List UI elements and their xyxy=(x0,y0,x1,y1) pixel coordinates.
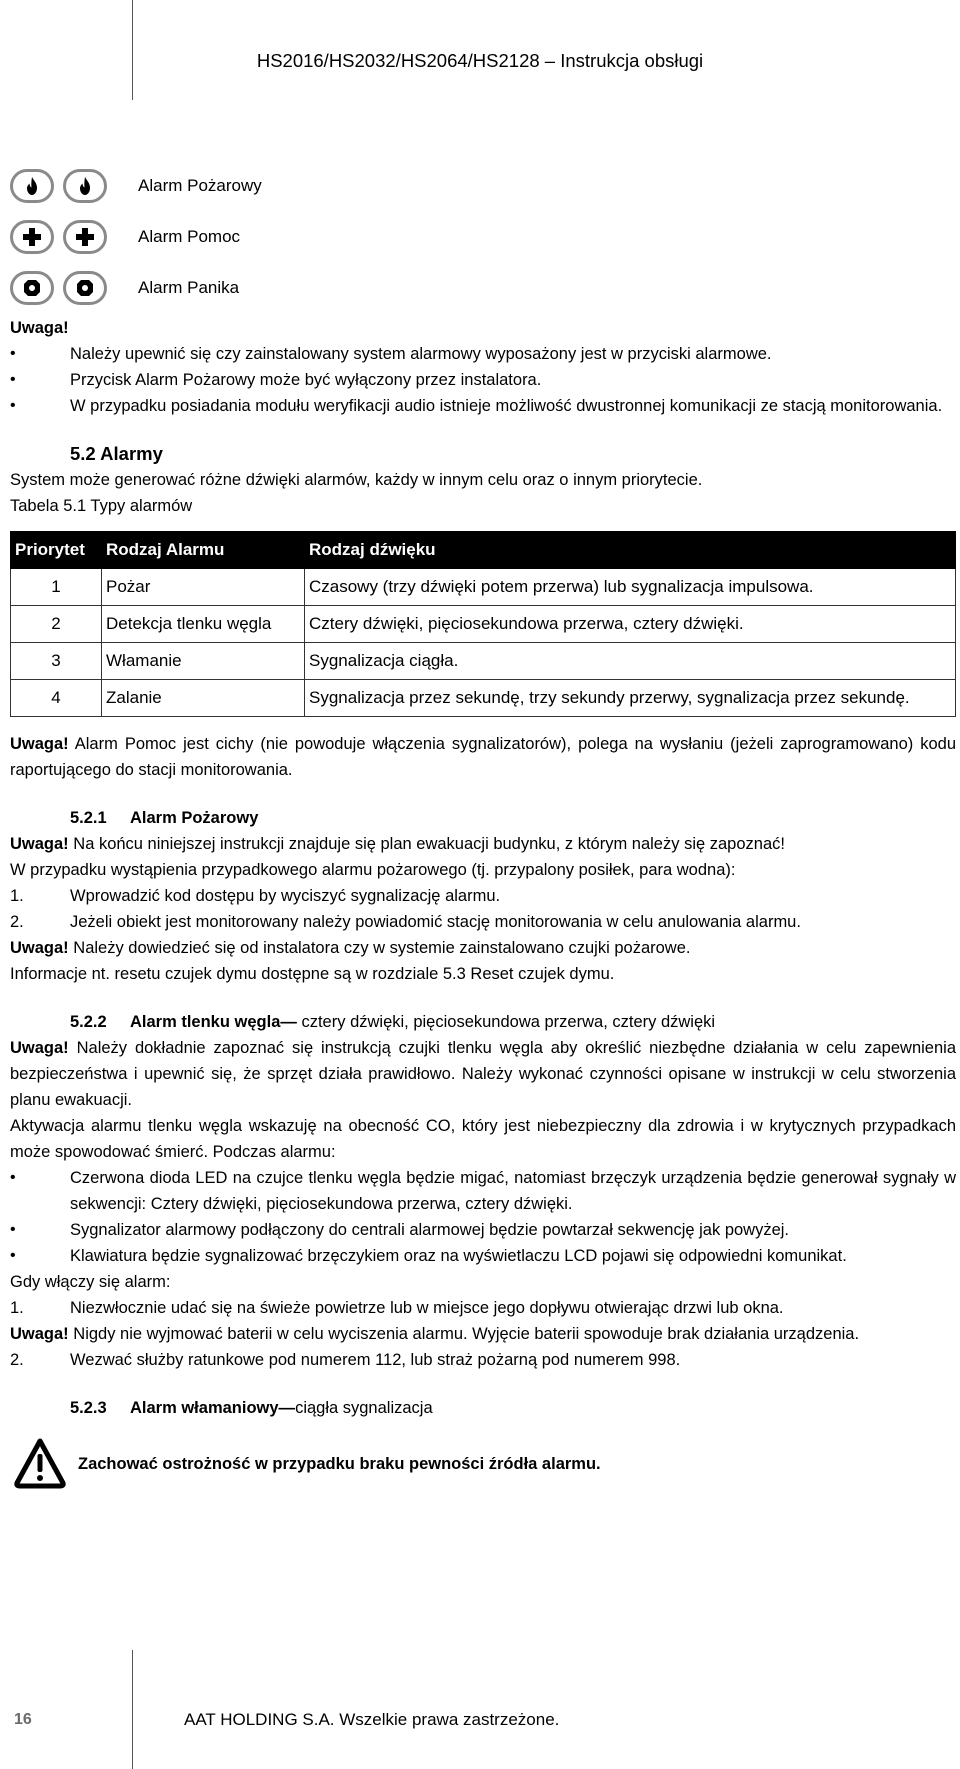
table-row xyxy=(11,680,956,717)
fire-button-label: Alarm Pożarowy xyxy=(138,175,262,195)
list-item: • Czerwona dioda LED na czujce tlenku węgla będzie migać, natomiast brzęczyk urządzenia będzie generował sygnały w sekwencji: Cztery dźwięki, pięciosekundowa przerwa, cztery dźwięki. xyxy=(10,1165,956,1217)
table-row xyxy=(11,606,956,643)
table-cell: Sygnalizacja ciągła. xyxy=(305,643,956,680)
cross-icon xyxy=(10,220,54,254)
footer-copyright: AAT HOLDING S.A. Wszelkie prawa zastrzeżone. xyxy=(184,1710,560,1729)
list-item: • Należy upewnić się czy zainstalowany system alarmowy wyposażony jest w przyciski alarmowe. xyxy=(10,341,956,367)
co-step-1 xyxy=(10,1295,956,1321)
table-cell: Detekcja tlenku węgla xyxy=(102,606,305,643)
table-cell: Cztery dźwięki, pięciosekundowa przerwa, cztery dźwięki. xyxy=(305,606,956,643)
list-item: 1. Wprowadzić kod dostępu by wyciszyć sygnalizację alarmu. xyxy=(10,887,501,905)
subsection-heading-co: 5.2.2 Alarm tlenku węgla— cztery dźwięki, pięciosekundowa przerwa, cztery dźwięki xyxy=(70,1013,716,1031)
panic-button-label: Alarm Panika xyxy=(138,277,240,297)
panic-icon xyxy=(63,271,107,305)
table-cell: Czasowy (trzy dźwięki potem przerwa) lub sygnalizacja impulsowa. xyxy=(305,569,956,606)
co-when-on: Gdy włączy się alarm: xyxy=(10,1273,171,1291)
cross-icon xyxy=(63,220,107,254)
page-header-title: HS2016/HS2032/HS2064/HS2128 – Instrukcja obsługi xyxy=(256,50,704,71)
list-item: • W przypadku posiadania modułu weryfikacji audio istnieje możliwość dwustronnej komunikacji ze stacją monitorowania. xyxy=(10,393,956,419)
table-caption: Tabela 5.1 Typy alarmów xyxy=(10,497,193,515)
table-cell: Zalanie xyxy=(102,680,305,717)
section-heading: 5.2 Alarmy xyxy=(70,443,163,464)
co-step-2 xyxy=(10,1347,956,1373)
list-item: • Przycisk Alarm Pożarowy może być wyłączony przez instalatora. xyxy=(10,367,956,393)
fire-note: Uwaga! Na końcu niniejszej instrukcji znajduje się plan ewakuacji budynku, z którym należy się zapoznać! xyxy=(10,835,785,853)
fire-icon xyxy=(63,169,107,203)
subsection-heading-fire: 5.2.1 Alarm Pożarowy xyxy=(70,809,259,827)
warning-icon xyxy=(12,1435,70,1493)
note-bullet-list xyxy=(10,341,956,419)
page-body xyxy=(10,160,956,1493)
panic-button-row xyxy=(10,262,956,313)
co-paragraph: Aktywacja alarmu tlenku węgla wskazuję na obecność CO, który jest niebezpieczny dla zdrowia i w krytycznych przypadkach może spowodować śmierć. Podczas alarmu: xyxy=(10,1117,956,1161)
table-row xyxy=(11,643,956,680)
co-note: Uwaga! Należy dokładnie zapoznać się instrukcją czujki tlenku węgla aby określić niezbędne działania w celu zapewnienia bezpieczeństwa i upewnić się, że sprzęt działa prawidłowo. Należy wykonać czynności opisane w instrukcji w celu stworzenia planu ewakuacji. xyxy=(10,1039,956,1109)
help-button-row xyxy=(10,211,956,262)
list-item: • Klawiatura będzie sygnalizować brzęczykiem oraz na wyświetlaczu LCD pojawi się odpowiedni komunikat. xyxy=(10,1243,956,1269)
table-cell: Włamanie xyxy=(102,643,305,680)
co-battery-note: Uwaga! Nigdy nie wyjmować baterii w celu wyciszenia alarmu. Wyjęcie baterii spowoduje brak działania urządzenia. xyxy=(10,1325,860,1343)
table-row xyxy=(11,569,956,606)
table-cell: 4 xyxy=(11,680,102,717)
table-cell: Pożar xyxy=(102,569,305,606)
fire-steps-list xyxy=(10,883,956,935)
smoke-reset-info: Informacje nt. resetu czujek dymu dostępne są w rozdziale 5.3 Reset czujek dymu. xyxy=(10,965,615,983)
column-header: Rodzaj dźwięku xyxy=(305,532,956,569)
table-header-row xyxy=(11,532,956,569)
page-number: 16 xyxy=(14,1711,32,1728)
list-item: • Sygnalizator alarmowy podłączony do centrali alarmowej będzie powtarzał sekwencję jak powyżej. xyxy=(10,1217,956,1243)
fire-accidental-line: W przypadku wystąpienia przypadkowego alarmu pożarowego (tj. przypalony posiłek, para wodna): xyxy=(10,861,736,879)
list-item: 2. Jeżeli obiekt jest monitorowany należy powiadomić stację monitorowania w celu anulowania alarmu. xyxy=(10,913,801,931)
warning-box xyxy=(10,1435,956,1493)
panic-icon xyxy=(10,271,54,305)
list-item: 2. Wezwać służby ratunkowe pod numerem 112, lub straż pożarną pod numerem 998. xyxy=(10,1351,681,1369)
footer-divider xyxy=(132,1650,133,1769)
help-alarm-note: Uwaga! Alarm Pomoc jest cichy (nie powoduje włączenia sygnalizatorów), polega na wysłaniu (jeżeli zaprogramowano) kodu raportującego do stacji monitorowania. xyxy=(10,735,956,779)
table-cell: 1 xyxy=(11,569,102,606)
subsection-heading-burglary: 5.2.3 Alarm włamaniowy—ciągła sygnalizacja xyxy=(70,1399,433,1417)
alarm-types-table xyxy=(10,531,956,717)
note-title: Uwaga! xyxy=(10,319,69,337)
co-bullet-list xyxy=(10,1165,956,1269)
list-item: 1. Niezwłocznie udać się na świeże powietrze lub w miejsce jego dopływu otwierając drzwi lub okna. xyxy=(10,1299,784,1317)
table-cell: 3 xyxy=(11,643,102,680)
fire-icon xyxy=(10,169,54,203)
help-button-label: Alarm Pomoc xyxy=(138,226,241,246)
fire-installer-note: Uwaga! Należy dowiedzieć się od instalatora czy w systemie zainstalowano czujki pożarowe. xyxy=(10,939,691,957)
column-header: Priorytet xyxy=(11,532,102,569)
table-cell: 2 xyxy=(11,606,102,643)
table-cell: Sygnalizacja przez sekundę, trzy sekundy przerwy, sygnalizacja przez sekundę. xyxy=(305,680,956,717)
fire-button-row xyxy=(10,160,956,211)
warning-text: Zachować ostrożność w przypadku braku pewności źródła alarmu. xyxy=(78,1455,601,1473)
column-header: Rodzaj Alarmu xyxy=(102,532,305,569)
section-intro: System może generować różne dźwięki alarmów, każdy w innym celu oraz o innym priorytecie. xyxy=(10,471,703,489)
